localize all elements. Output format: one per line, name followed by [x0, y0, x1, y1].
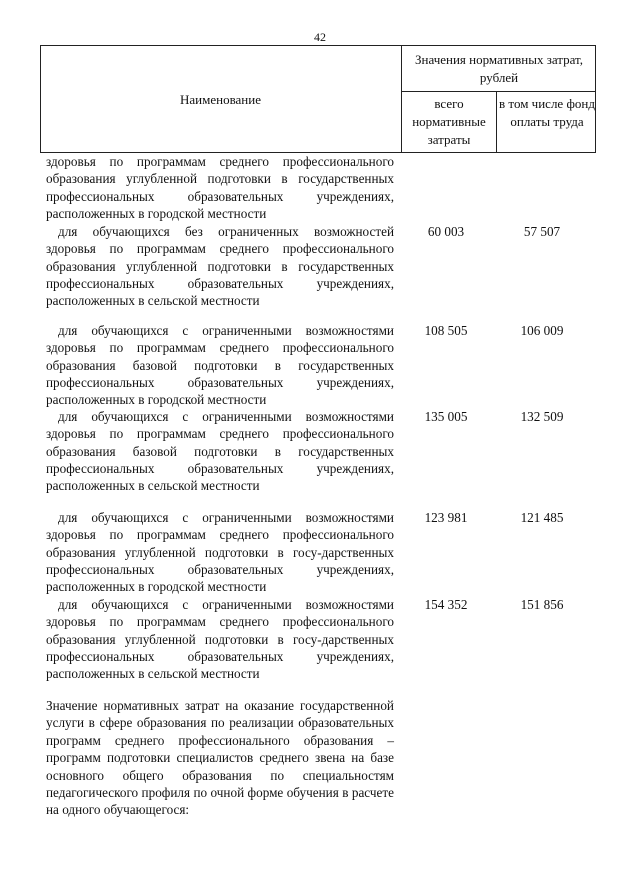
row-fund-value: 121 485 — [520, 510, 564, 525]
fund-column-header: в том числе фонд оплаты труда — [499, 96, 595, 129]
row-total-value: 60 003 — [427, 224, 465, 239]
closing-paragraph: Значение нормативных затрат на оказание государственной услуги в сфере образования по реализации образовательных программ среднего профессионального образования – программ подготовки специалистов среднего звена на базе основного общего образования по специальностям педагогического профиля по очной форме обучения в расчете на одного обучающегося: — [46, 698, 394, 818]
row-fund-value: 57 507 — [523, 224, 561, 239]
row-fund-value: 132 509 — [520, 409, 564, 424]
table-header — [40, 45, 596, 153]
row-fund-value: 151 856 — [520, 597, 564, 612]
page-number: 42 — [314, 30, 326, 44]
row-description: для обучающихся с ограниченными возможностями здоровья по программам среднего профессионального образования углубленной подготовки в госу-дарственных профессиональных образовательных учреждениях, расположенных в сельской местности — [46, 597, 394, 682]
header-subdivider — [496, 91, 497, 153]
row-total-value: 154 352 — [424, 597, 468, 612]
header-top-border — [40, 45, 596, 46]
header-right-border — [595, 45, 596, 153]
row-total-value: 108 505 — [424, 323, 468, 338]
row-description: для обучающихся с ограниченными возможностями здоровья по программам среднего профессионального образования базовой подготовки в государственных профессиональных образовательных учреждениях, расположенных в сельской местности — [46, 409, 394, 494]
header-mid-border — [401, 91, 596, 92]
row-description: для обучающихся без ограниченных возможностей здоровья по программам среднего профессионального образования углубленной подготовки в государственных профессиональных образовательных учреждениях, расположенных в сельской местности — [46, 224, 394, 309]
row-description: здоровья по программам среднего профессионального образования углубленной подготовки в государственных профессиональных образовательных учреждениях, расположенных в городской местности — [46, 154, 394, 221]
row-description: для обучающихся с ограниченными возможностями здоровья по программам среднего профессионального образования углубленной подготовки в госу-дарственных профессиональных образовательных учреждениях, расположенных в городской местности — [46, 510, 394, 595]
values-group-header: Значения нормативных затрат, рублей — [414, 52, 584, 85]
name-column-header: Наименование — [180, 92, 261, 107]
row-description: для обучающихся с ограниченными возможностями здоровья по программам среднего профессионального образования базовой подготовки в государственных профессиональных образовательных учреждениях, расположенных в городской местности — [46, 323, 394, 408]
row-total-value: 135 005 — [424, 409, 468, 424]
row-total-value: 123 981 — [424, 510, 468, 525]
total-column-header: всего нормативные затраты — [412, 96, 486, 147]
row-fund-value: 106 009 — [520, 323, 564, 338]
